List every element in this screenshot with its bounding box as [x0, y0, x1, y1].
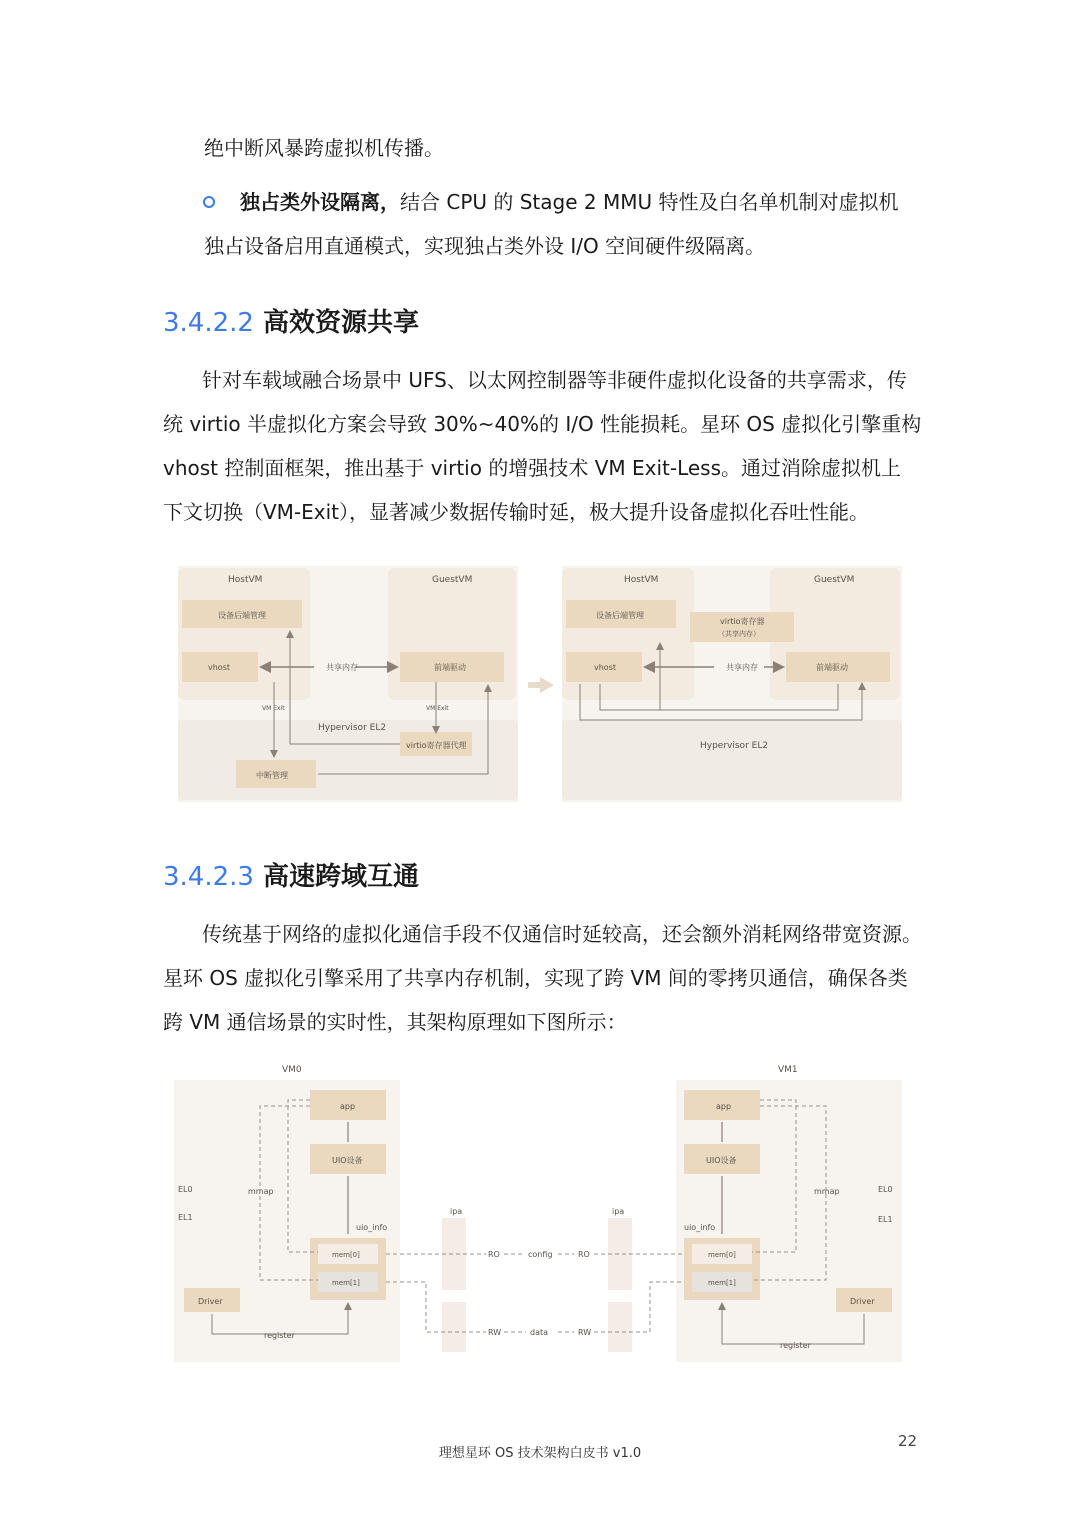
label-ro: RO: [488, 1250, 500, 1259]
paragraph-line: 下文切换（VM-Exit），显著减少数据传输时延，极大提升设备虚拟化吞吐性能。: [163, 500, 870, 524]
label-uio-info: uio_info: [356, 1223, 388, 1232]
paragraph-line: 针对车载域融合场景中 UFS、以太网控制器等非硬件虚拟化设备的共享需求，传: [202, 368, 907, 392]
label-irq-mgmt: 中断管理: [256, 771, 288, 780]
figure-shared-memory: [170, 1058, 910, 1372]
label-driver: Driver: [850, 1297, 875, 1306]
label-vm-exit-1: VM Exit: [262, 705, 285, 712]
paragraph-line: 传统基于网络的虚拟化通信手段不仅通信时延较高，还会额外消耗网络带宽资源。: [202, 922, 922, 946]
label-vm0: VM0: [282, 1065, 302, 1075]
label-uio: UIO设备: [332, 1156, 363, 1165]
label-mmap: mmap: [248, 1187, 274, 1196]
label-config: config: [528, 1250, 553, 1259]
label-uio: UIO设备: [706, 1156, 737, 1165]
transition-arrow: [528, 682, 542, 688]
label-backend-mgmt: 设备后端管理: [218, 611, 266, 620]
label-vhost: vhost: [208, 663, 231, 672]
paragraph-line: 跨 VM 通信场景的实时性，其架构原理如下图所示：: [163, 1010, 627, 1034]
section-heading-3-4-2-3: [163, 856, 419, 893]
label-hostvm: HostVM: [624, 575, 659, 585]
label-el1: EL1: [178, 1213, 193, 1222]
section-number: 3.4.2.2: [163, 308, 254, 338]
label-mem0: mem[0]: [332, 1251, 360, 1259]
label-ipa: ipa: [450, 1207, 463, 1216]
section-title: 高速跨域互通: [263, 862, 420, 892]
label-guestvm: GuestVM: [432, 575, 473, 585]
paragraph-line: 统 virtio 半虚拟化方案会导致 30%~40%的 I/O 性能损耗。星环 OS 虚拟化引擎重构: [163, 412, 922, 436]
bullet-line-2: 独占设备启用直通模式，实现独占类外设 I/O 空间硬件级隔离。: [204, 234, 766, 258]
label-hypervisor: Hypervisor EL2: [700, 741, 769, 751]
label-reg-proxy: virtio寄存器代理: [406, 741, 467, 750]
label-data: data: [530, 1328, 549, 1337]
label-mem1: mem[1]: [332, 1279, 360, 1287]
figure-vm-exit-less: [174, 560, 904, 809]
label-app: app: [716, 1102, 732, 1111]
paragraph-line: 星环 OS 虚拟化引擎采用了共享内存机制，实现了跨 VM 间的零拷贝通信，确保各类: [163, 966, 908, 990]
label-shared-mem: 共享内存: [326, 663, 358, 672]
dashed-link: [386, 1282, 486, 1332]
label-hypervisor: Hypervisor EL2: [318, 723, 387, 733]
label-uio-info: uio_info: [684, 1223, 716, 1232]
vm0-panel: [174, 1080, 400, 1362]
label-mem0: mem[0]: [708, 1251, 736, 1259]
label-hostvm: HostVM: [228, 575, 263, 585]
label-vm-exit-2: VM Exit: [426, 705, 449, 712]
footer-title: 理想星环 OS 技术架构白皮书 v1.0: [438, 1446, 642, 1461]
label-shared-mem: 共享内存: [726, 663, 758, 672]
label-app: app: [340, 1102, 356, 1111]
ipa-column: [442, 1302, 466, 1352]
transition-arrow-head: [540, 677, 554, 693]
label-vhost: vhost: [594, 663, 617, 672]
label-rw: RW: [488, 1328, 502, 1337]
label-driver: Driver: [198, 1297, 223, 1306]
bullet-text: 结合 CPU 的 Stage 2 MMU 特性及白名单机制对虚拟机: [400, 190, 899, 214]
page-number: 22: [898, 1432, 918, 1450]
label-vm1: VM1: [778, 1065, 798, 1075]
section-heading-3-4-2-2: [163, 302, 419, 339]
bullet-bold-lead: 独占类外设隔离，: [240, 190, 400, 214]
section-number: 3.4.2.3: [163, 862, 254, 892]
label-el1: EL1: [878, 1215, 893, 1224]
label-register: register: [264, 1331, 295, 1340]
label-frontend: 前端驱动: [816, 663, 848, 672]
bullet-line-1: [240, 180, 898, 224]
label-virtio-reg-sub: （共享内存）: [718, 630, 760, 638]
label-frontend: 前端驱动: [434, 663, 466, 672]
label-ipa: ipa: [612, 1207, 625, 1216]
ipa-column: [608, 1302, 632, 1352]
label-mmap: mmap: [814, 1187, 840, 1196]
bullet-circle-icon: [203, 196, 215, 208]
label-el0: EL0: [178, 1185, 193, 1194]
label-register: register: [780, 1341, 811, 1350]
label-mem1: mem[1]: [708, 1279, 736, 1287]
hypervisor-panel: [562, 720, 902, 800]
label-ro: RO: [578, 1250, 590, 1259]
label-virtio-reg: virtio寄存器: [720, 617, 765, 626]
label-el0: EL0: [878, 1185, 893, 1194]
continuation-line: 绝中断风暴跨虚拟机传播。: [204, 136, 444, 160]
label-backend-mgmt: 设备后端管理: [596, 611, 644, 620]
label-rw: RW: [578, 1328, 592, 1337]
label-guestvm: GuestVM: [814, 575, 855, 585]
section-title: 高效资源共享: [263, 308, 420, 338]
paragraph-line: vhost 控制面框架，推出基于 virtio 的增强技术 VM Exit-Less。通过消除虚拟机上: [163, 456, 902, 480]
vm1-panel: [676, 1080, 902, 1362]
